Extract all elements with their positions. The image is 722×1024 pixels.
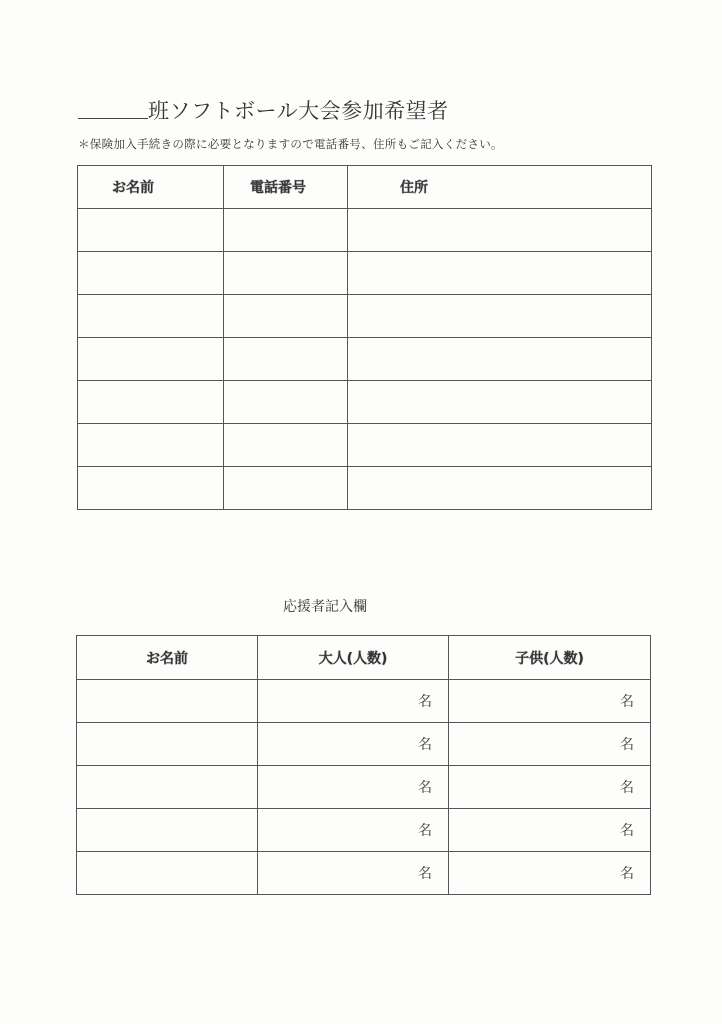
title-row — [78, 95, 449, 125]
name-cell[interactable] — [78, 338, 224, 381]
adults-cell[interactable]: 名 — [258, 852, 449, 895]
name-cell[interactable] — [77, 766, 258, 809]
participants-table — [77, 165, 652, 510]
children-cell[interactable]: 名 — [449, 680, 651, 723]
col-header-children: 子供(人数) — [449, 636, 651, 680]
table-row — [78, 252, 652, 295]
table-row — [77, 723, 651, 766]
supporters-table — [76, 635, 651, 895]
children-cell[interactable]: 名 — [449, 766, 651, 809]
children-cell[interactable]: 名 — [449, 809, 651, 852]
address-cell[interactable] — [348, 338, 652, 381]
instruction-note: ＊保険加入手続きの際に必要となりますので電話番号、住所もご記入ください。 — [78, 137, 503, 151]
address-cell[interactable] — [348, 252, 652, 295]
name-cell[interactable] — [77, 809, 258, 852]
children-cell[interactable]: 名 — [449, 852, 651, 895]
address-cell[interactable] — [348, 209, 652, 252]
name-cell[interactable] — [78, 467, 224, 510]
table-row — [77, 852, 651, 895]
col-header-name: お名前 — [77, 636, 258, 680]
name-cell[interactable] — [78, 209, 224, 252]
adults-cell[interactable]: 名 — [258, 723, 449, 766]
supporters-header-row — [77, 636, 651, 680]
table-row — [78, 467, 652, 510]
col-header-name: お名前 — [78, 166, 224, 209]
col-header-address: 住所 — [348, 166, 652, 209]
participants-header-row — [78, 166, 652, 209]
address-cell[interactable] — [348, 424, 652, 467]
phone-cell[interactable] — [224, 467, 348, 510]
phone-cell[interactable] — [224, 209, 348, 252]
table-row — [78, 295, 652, 338]
adults-cell[interactable]: 名 — [258, 809, 449, 852]
adults-cell[interactable]: 名 — [258, 680, 449, 723]
name-cell[interactable] — [78, 295, 224, 338]
phone-cell[interactable] — [224, 295, 348, 338]
table-row — [78, 424, 652, 467]
adults-cell[interactable]: 名 — [258, 766, 449, 809]
phone-cell[interactable] — [224, 252, 348, 295]
table-row — [78, 209, 652, 252]
supporters-section-title: 応援者記入欄 — [283, 599, 367, 615]
name-cell[interactable] — [78, 381, 224, 424]
phone-cell[interactable] — [224, 381, 348, 424]
col-header-phone: 電話番号 — [224, 166, 348, 209]
name-cell[interactable] — [77, 852, 258, 895]
name-cell[interactable] — [77, 680, 258, 723]
table-row — [78, 338, 652, 381]
page-title: 班ソフトボール大会参加希望者 — [148, 99, 449, 123]
table-row — [77, 680, 651, 723]
children-cell[interactable]: 名 — [449, 723, 651, 766]
table-row — [77, 766, 651, 809]
address-cell[interactable] — [348, 381, 652, 424]
team-name-blank — [78, 117, 148, 119]
name-cell[interactable] — [78, 424, 224, 467]
phone-cell[interactable] — [224, 338, 348, 381]
phone-cell[interactable] — [224, 424, 348, 467]
name-cell[interactable] — [78, 252, 224, 295]
address-cell[interactable] — [348, 467, 652, 510]
table-row — [78, 381, 652, 424]
col-header-adults: 大人(人数) — [258, 636, 449, 680]
name-cell[interactable] — [77, 723, 258, 766]
address-cell[interactable] — [348, 295, 652, 338]
table-row — [77, 809, 651, 852]
